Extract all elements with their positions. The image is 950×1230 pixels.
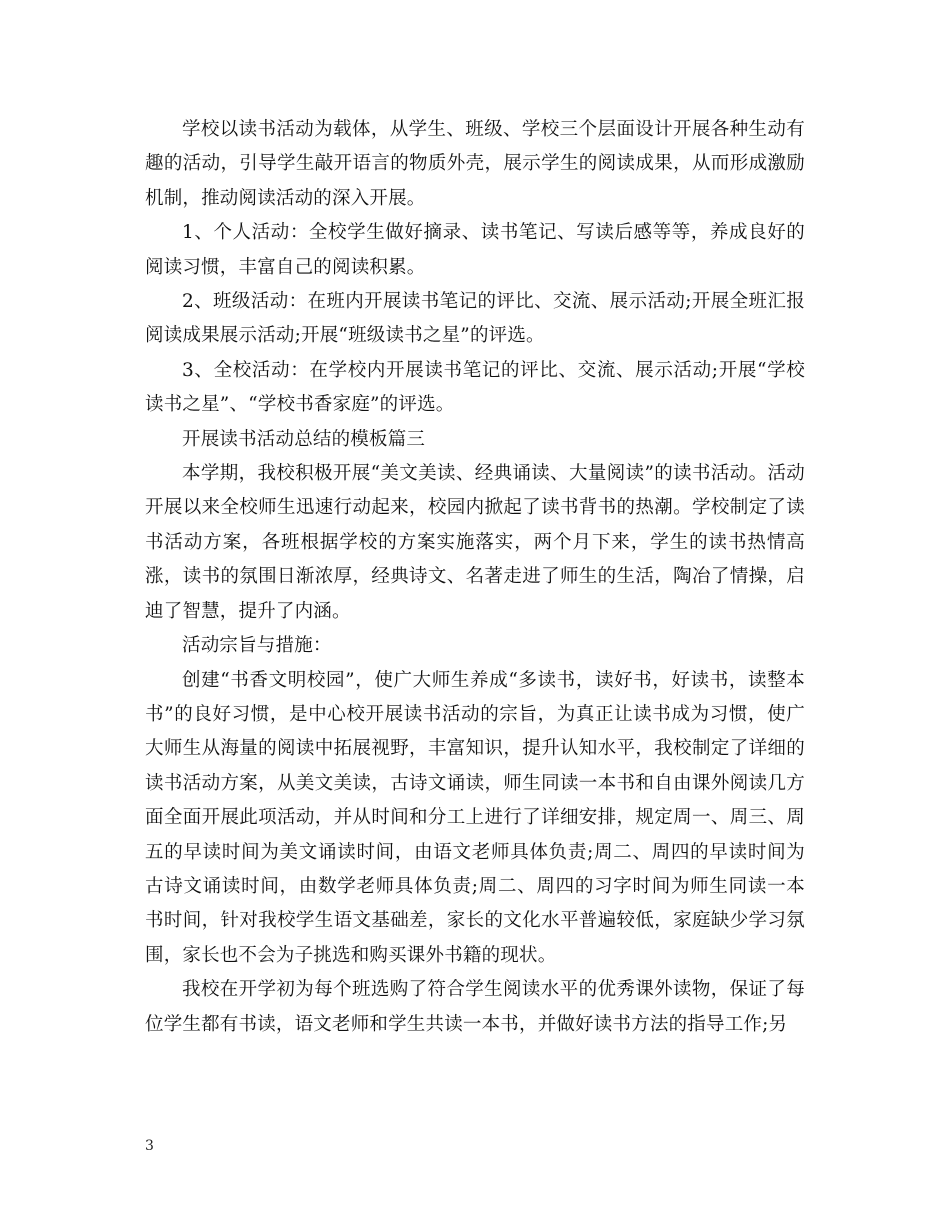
paragraph: 本学期，我校积极开展“美文美读、经典诵读、大量阅读”的读书活动。活动开展以来全校师生迅速行动起来，校园内掀起了读书背书的热潮。学校制定了读书活动方案，各班根据学校的方案实施落实，两个月下来，学生的读书热情高涨，读书的氛围日渐浓厚，经典诗文、名著走进了师生的生活，陶冶了情操，启迪了智慧，提升了内涵。 bbox=[145, 463, 805, 622]
section-heading: 开展读书活动总结的模板篇三 bbox=[182, 428, 426, 450]
paragraph: 1、个人活动：全校学生做好摘录、读书笔记、写读后感等等，养成良好的阅读习惯，丰富自己的阅读积累。 bbox=[145, 222, 805, 278]
paragraph: 2、班级活动：在班内开展读书笔记的评比、交流、展示活动;开展全班汇报阅读成果展示活动;开展“班级读书之星”的评选。 bbox=[145, 291, 805, 347]
paragraph: 3、全校活动：在学校内开展读书笔记的评比、交流、展示活动;开展“学校读书之星”、“学校书香家庭”的评选。 bbox=[145, 359, 805, 416]
paragraph: 学校以读书活动为载体，从学生、班级、学校三个层面设计开展各种生动有趣的活动，引导学生敲开语言的物质外壳，展示学生的阅读成果，从而形成激励机制，推动阅读活动的深入开展。 bbox=[145, 119, 805, 209]
page-number: 3 bbox=[145, 1138, 154, 1154]
paragraph: 创建“书香文明校园”，使广大师生养成“多读书，读好书，好读书，读整本书”的良好习惯，是中心校开展读书活动的宗旨，为真正让读书成为习惯，使广大师生从海量的阅读中拓展视野，丰富知识，提升认知水平，我校制定了详细的读书活动方案，从美文美读，古诗文诵读，师生同读一本书和自由课外阅读几方面全面开展此项活动，并从时间和分工上进行了详细安排，规定周一、周三、周五的早读时间为美文诵读时间，由语文老师具体负责;周二、周四的早读时间为古诗文诵读时间，由数学老师具体负责;周二、周四的习字时间为师生同读一本书时间，针对我校学生语文基础差，家长的文化水平普遍较低，家庭缺少学习氛围，家长也不会为子挑选和购买课外书籍的现状。 bbox=[145, 669, 805, 966]
subheading: 活动宗旨与措施： bbox=[182, 635, 332, 657]
document-body bbox=[145, 113, 805, 1042]
paragraph: 我校在开学初为每个班选购了符合学生阅读水平的优秀课外读物，保证了每位学生都有书读，语文老师和学生共读一本书，并做好读书方法的指导工作;另 bbox=[145, 979, 805, 1035]
